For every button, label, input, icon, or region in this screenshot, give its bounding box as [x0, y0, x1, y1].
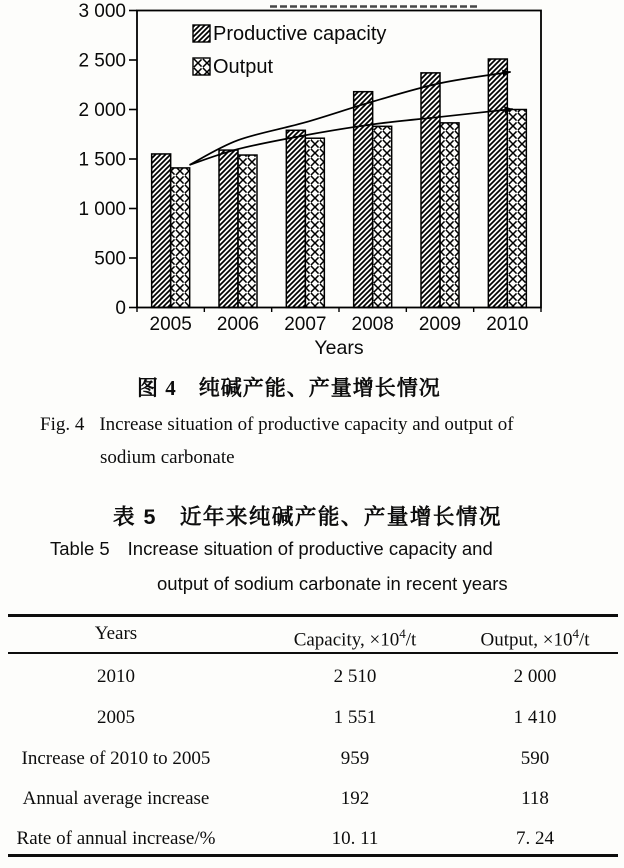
table-header-rule [8, 652, 618, 654]
y-tick-label: 1 000 [78, 199, 126, 220]
legend-swatch-productive-capacity [193, 25, 210, 42]
table-row [0, 787, 624, 811]
capacity-value: 959 [340, 748, 370, 769]
output-header-text: Output, ×10 [480, 629, 573, 651]
table-title-line1: Increase situation of productive capacity and [127, 538, 493, 559]
bar-productive-capacity-2007 [286, 130, 305, 307]
bar-output-2007 [305, 138, 324, 307]
output-value: 7. 24 [516, 828, 554, 849]
column-header-capacity [248, 622, 462, 651]
output-value: 1 410 [513, 707, 557, 728]
bar-output-2006 [238, 155, 257, 307]
legend-label: Productive capacity [213, 23, 387, 45]
table-bottom-rule [8, 854, 618, 857]
figure-4-bar-chart [0, 0, 624, 362]
table-caption-chinese: 表 5 近年来纯碱产能、产量增长情况 [113, 505, 502, 529]
x-tick-label: 2005 [149, 314, 192, 335]
y-tick-label: 1 500 [78, 149, 126, 171]
plot-border [137, 11, 541, 308]
capacity-header-sup: 4 [399, 626, 406, 641]
output-value: 2 000 [513, 666, 557, 687]
figure-label: Fig. 4 [40, 414, 85, 435]
figure-caption-english-line1 [40, 414, 514, 436]
bar-output-2008 [373, 126, 392, 307]
x-axis-title: Years [314, 337, 364, 359]
table-caption-english-line1 [50, 538, 493, 560]
row-label: Annual average increase [22, 788, 210, 809]
bar-productive-capacity-2006 [219, 150, 238, 307]
output-value: 590 [520, 748, 550, 769]
column-header-years: Years [94, 623, 138, 644]
figure-caption-english-line2: sodium carbonate [100, 447, 235, 468]
y-tick-label: 500 [94, 248, 126, 270]
table-top-rule [8, 614, 618, 617]
bar-productive-capacity-2009 [421, 73, 440, 308]
y-tick-label: 2 500 [78, 50, 126, 72]
productive-capacity-output-chart [0, 0, 624, 362]
row-label: Increase of 2010 to 2005 [21, 748, 211, 769]
x-tick-label: 2010 [486, 314, 529, 335]
bar-output-2009 [440, 123, 459, 308]
bar-output-2005 [171, 168, 190, 308]
table-row [0, 706, 624, 730]
y-tick-label: 0 [115, 298, 126, 319]
x-tick-label: 2009 [418, 314, 462, 335]
x-tick-label: 2008 [351, 314, 394, 335]
column-header-output [445, 622, 624, 651]
bar-productive-capacity-2010 [488, 59, 507, 307]
table-row [0, 827, 624, 851]
capacity-value: 10. 11 [331, 828, 379, 849]
x-tick-label: 2007 [284, 314, 327, 335]
row-label: 2010 [97, 666, 135, 687]
output-header-unit: /t [578, 629, 590, 651]
row-label: Rate of annual increase/% [16, 828, 216, 849]
table-row [0, 747, 624, 771]
y-tick-label: 3 000 [78, 1, 126, 22]
y-tick-label: 2 000 [78, 100, 126, 121]
legend-swatch-output [193, 58, 210, 75]
table-row [0, 665, 624, 689]
capacity-header-unit: /t [405, 629, 417, 651]
bar-productive-capacity-2005 [152, 154, 171, 308]
figure-caption-chinese: 图 4 纯碱产能、产量增长情况 [137, 376, 441, 400]
x-tick-label: 2006 [216, 314, 260, 335]
output-header-sup: 4 [572, 626, 579, 641]
row-label: 2005 [97, 707, 135, 728]
capacity-value: 192 [340, 788, 370, 809]
legend-label: Output [213, 56, 274, 78]
figure-title-line1: Increase situation of productive capacity and output of [99, 414, 514, 435]
bar-output-2010 [507, 110, 526, 308]
output-value: 118 [521, 788, 549, 809]
capacity-header-text: Capacity, ×10 [293, 629, 400, 651]
table-label: Table 5 [50, 538, 110, 559]
capacity-value: 1 551 [333, 707, 377, 728]
capacity-value: 2 510 [333, 666, 377, 687]
table-header-row [0, 622, 624, 651]
table-caption-english-line2: output of sodium carbonate in recent years [157, 573, 508, 594]
